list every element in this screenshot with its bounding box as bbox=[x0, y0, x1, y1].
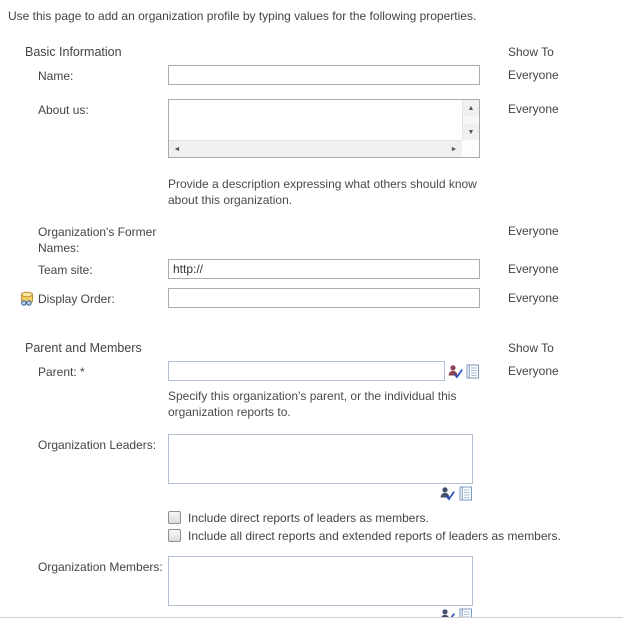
check-names-icon bbox=[448, 364, 463, 379]
team-site-show-to: Everyone bbox=[508, 262, 559, 276]
org-leaders-label: Organization Leaders: bbox=[38, 438, 157, 452]
parent-input[interactable] bbox=[168, 361, 445, 381]
check-names-icon bbox=[440, 486, 455, 501]
org-leaders-check-names-button[interactable] bbox=[440, 486, 455, 501]
former-names-show-to: Everyone bbox=[508, 224, 559, 238]
horizontal-scroll-track[interactable] bbox=[185, 141, 446, 157]
display-order-show-to: Everyone bbox=[508, 291, 559, 305]
admin-database-icon bbox=[19, 291, 35, 306]
about-us-show-to: Everyone bbox=[508, 102, 559, 116]
include-all-reports-row bbox=[8, 527, 623, 544]
vertical-scroll-track[interactable] bbox=[463, 116, 479, 124]
about-us-field-row bbox=[8, 99, 623, 158]
parent-show-to: Everyone bbox=[508, 364, 559, 378]
parent-label: Parent: * bbox=[38, 365, 85, 379]
former-names-field-row bbox=[8, 221, 623, 256]
org-leaders-field-row bbox=[8, 434, 623, 501]
org-members-label: Organization Members: bbox=[38, 560, 163, 574]
include-direct-reports-label[interactable]: Include direct reports of leaders as members. bbox=[188, 510, 429, 525]
team-site-input[interactable] bbox=[168, 259, 480, 279]
section-title-parent-members: Parent and Members bbox=[25, 341, 142, 355]
parent-check-names-button[interactable] bbox=[448, 364, 463, 379]
scroll-right-button[interactable] bbox=[446, 141, 462, 157]
about-us-text-input[interactable] bbox=[169, 100, 462, 140]
about-us-textarea[interactable] bbox=[168, 99, 480, 158]
show-to-header-basic: Show To bbox=[508, 45, 554, 59]
about-us-description: Provide a description expressing what others should know about this organization. bbox=[168, 177, 477, 207]
scroll-left-button[interactable] bbox=[169, 141, 185, 157]
basic-information-header-row bbox=[8, 44, 623, 60]
display-order-label: Display Order: bbox=[38, 292, 115, 306]
parent-members-header-row bbox=[8, 340, 623, 356]
arrow-left-icon: ◄ bbox=[173, 145, 181, 153]
scrollbar-corner bbox=[462, 140, 479, 157]
display-order-field-row bbox=[8, 288, 623, 309]
arrow-down-icon: ▼ bbox=[467, 128, 475, 136]
name-show-to: Everyone bbox=[508, 68, 559, 82]
address-book-icon bbox=[458, 486, 473, 501]
team-site-label: Team site: bbox=[38, 263, 93, 277]
about-us-description-row bbox=[8, 176, 623, 208]
org-members-textarea[interactable] bbox=[168, 556, 473, 606]
arrow-up-icon: ▲ bbox=[467, 104, 475, 112]
org-members-field-row bbox=[8, 556, 623, 618]
parent-description: Specify this organization's parent, or the individual this organization reports to. bbox=[168, 389, 457, 419]
display-order-input[interactable] bbox=[168, 288, 480, 308]
parent-field-row bbox=[8, 361, 623, 381]
parent-description-row bbox=[8, 388, 623, 420]
team-site-field-row bbox=[8, 259, 623, 279]
name-field-row bbox=[8, 65, 623, 85]
include-direct-reports-row bbox=[8, 509, 623, 526]
scroll-down-button[interactable] bbox=[463, 124, 479, 140]
about-us-horizontal-scrollbar[interactable] bbox=[169, 140, 462, 157]
former-names-label: Organization's Former Names: bbox=[38, 225, 157, 255]
include-all-reports-label[interactable]: Include all direct reports and extended reports of leaders as members. bbox=[188, 528, 561, 543]
org-leaders-textarea[interactable] bbox=[168, 434, 473, 484]
org-leaders-browse-button[interactable] bbox=[458, 486, 473, 501]
parent-browse-button[interactable] bbox=[465, 364, 480, 379]
include-direct-reports-checkbox[interactable] bbox=[168, 511, 181, 524]
name-input[interactable] bbox=[168, 65, 480, 85]
scroll-up-button[interactable] bbox=[463, 100, 479, 116]
arrow-right-icon: ► bbox=[450, 145, 458, 153]
include-all-reports-checkbox[interactable] bbox=[168, 529, 181, 542]
address-book-icon bbox=[465, 364, 480, 379]
name-label: Name: bbox=[38, 69, 74, 83]
about-us-vertical-scrollbar[interactable] bbox=[462, 100, 479, 140]
show-to-header-parent: Show To bbox=[508, 341, 554, 355]
page-intro: Use this page to add an organization profile by typing values for the following properties. bbox=[8, 9, 477, 23]
section-title-basic-information: Basic Information bbox=[25, 45, 122, 59]
about-us-label: About us: bbox=[38, 103, 89, 117]
